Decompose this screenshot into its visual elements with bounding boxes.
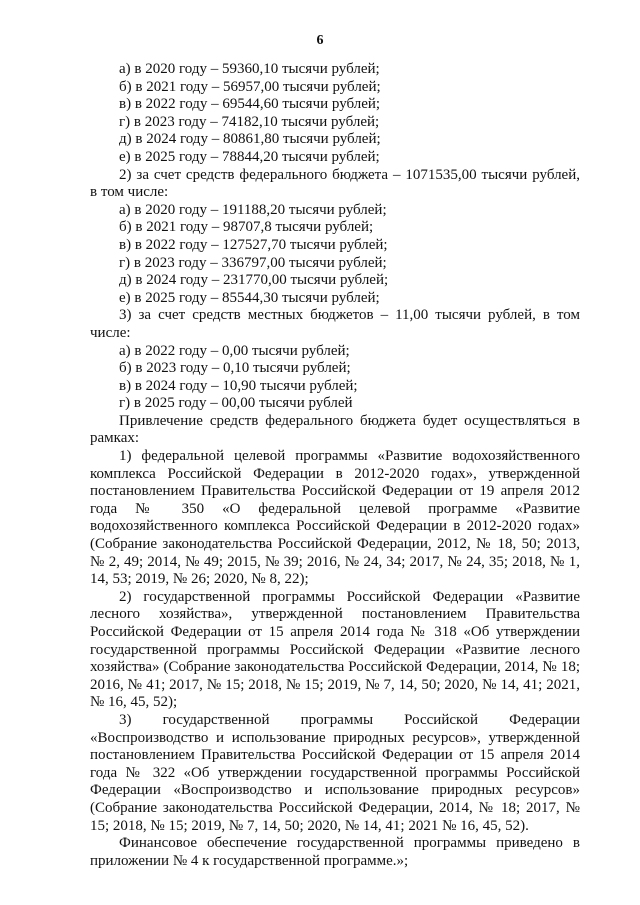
program-3-paragraph: 3) государственной программы Российской Федерации «Воспроизводство и использование природных ресурсов», утвержденной постановлением Правительства Российской Федерации от 15 апреля 2014 года № 322 «Об утверждении государственной программы Российской Федерации «Воспроизводство и использование природных ресурсов» (Собрание законодательства Российской Федерации, 2014, № 18; 2017, № 15; 2018, № 15; 2019, № 7, 14, 50; 2020, № 14, 41; 2021 № 16, 45, 52). [90, 711, 580, 834]
list-item: е) в 2025 году – 85544,30 тысячи рублей; [119, 289, 380, 306]
list-item: е) в 2025 году – 78844,20 тысячи рублей; [119, 148, 380, 165]
list-item: а) в 2020 году – 59360,10 тысячи рублей; [119, 61, 380, 77]
federal-intro-paragraph: Привлечение средств федерального бюджета будет осуществляться в рамках: [90, 412, 580, 447]
program-1-paragraph: 1) федеральной целевой программы «Развитие водохозяйственного комплекса Российской Федерации в 2012-2020 годах», утвержденной постановлением Правительства Российской Федерации от 19 апреля 2012 года № 350 «О федеральной целевой программе «Развитие водохозяйственного комплекса Российской Федерации в 2012-2020 годах» (Собрание законодательства Российской Федерации, 2012, № 18, 50; 2013, № 2, 49; 2014, № 49; 2015, № 39; 2016, № 24, 34; 2017, № 24, 35; 2018, № 1, 14, 53; 2019, № 26; 2020, № 8, 22); [90, 448, 580, 588]
federal-budget-heading: 2) за счет средств федерального бюджета – 1071535,00 тысячи рублей, в том числе: [90, 166, 580, 201]
list-item: б) в 2021 году – 98707,8 тысячи рублей; [119, 219, 374, 236]
document-body [90, 61, 580, 870]
list-item: в) в 2022 году – 127527,70 тысячи рублей; [119, 236, 388, 253]
page-number: 6 [316, 33, 324, 48]
list-item: д) в 2024 году – 231770,00 тысячи рублей; [119, 272, 389, 289]
list-item: г) в 2023 году – 74182,10 тысячи рублей; [119, 113, 380, 130]
financing-note-paragraph: Финансовое обеспечение государственной программы приведено в приложении № 4 к государственной программе.»; [90, 835, 580, 869]
list-item: а) в 2020 году – 191188,20 тысячи рублей; [119, 201, 387, 218]
list-item: б) в 2023 году – 0,10 тысячи рублей; [119, 360, 351, 377]
list-item: г) в 2025 году – 00,00 тысячи рублей [119, 395, 353, 412]
list-item: б) в 2021 году – 56957,00 тысячи рублей; [119, 78, 381, 95]
local-budget-heading: 3) за счет средств местных бюджетов – 11,00 тысячи рублей, в том числе: [90, 307, 580, 341]
funding-list-local [90, 343, 580, 413]
list-item: а) в 2022 году – 0,00 тысячи рублей; [119, 342, 350, 359]
list-item: в) в 2022 году – 69544,60 тысячи рублей; [119, 96, 381, 113]
funding-list-federal [90, 202, 580, 308]
list-item: д) в 2024 году – 80861,80 тысячи рублей; [119, 131, 381, 148]
list-item: г) в 2023 году – 336797,00 тысячи рублей; [119, 254, 387, 271]
funding-list-regional [90, 61, 580, 167]
program-2-paragraph: 2) государственной программы Российской Федерации «Развитие лесного хозяйства», утвержденной постановлением Правительства Российской Федерации от 15 апреля 2014 года № 318 «Об утверждении государственной программы Российской Федерации «Развитие лесного хозяйства» (Собрание законодательства Российской Федерации, 2014, № 18; 2016, № 41; 2017, № 15; 2018, № 15; 2019, № 7, 14, 50; 2020, № 14, 41; 2021, № 16, 45, 52); [90, 588, 580, 711]
list-item: в) в 2024 году – 10,90 тысячи рублей; [119, 377, 358, 394]
